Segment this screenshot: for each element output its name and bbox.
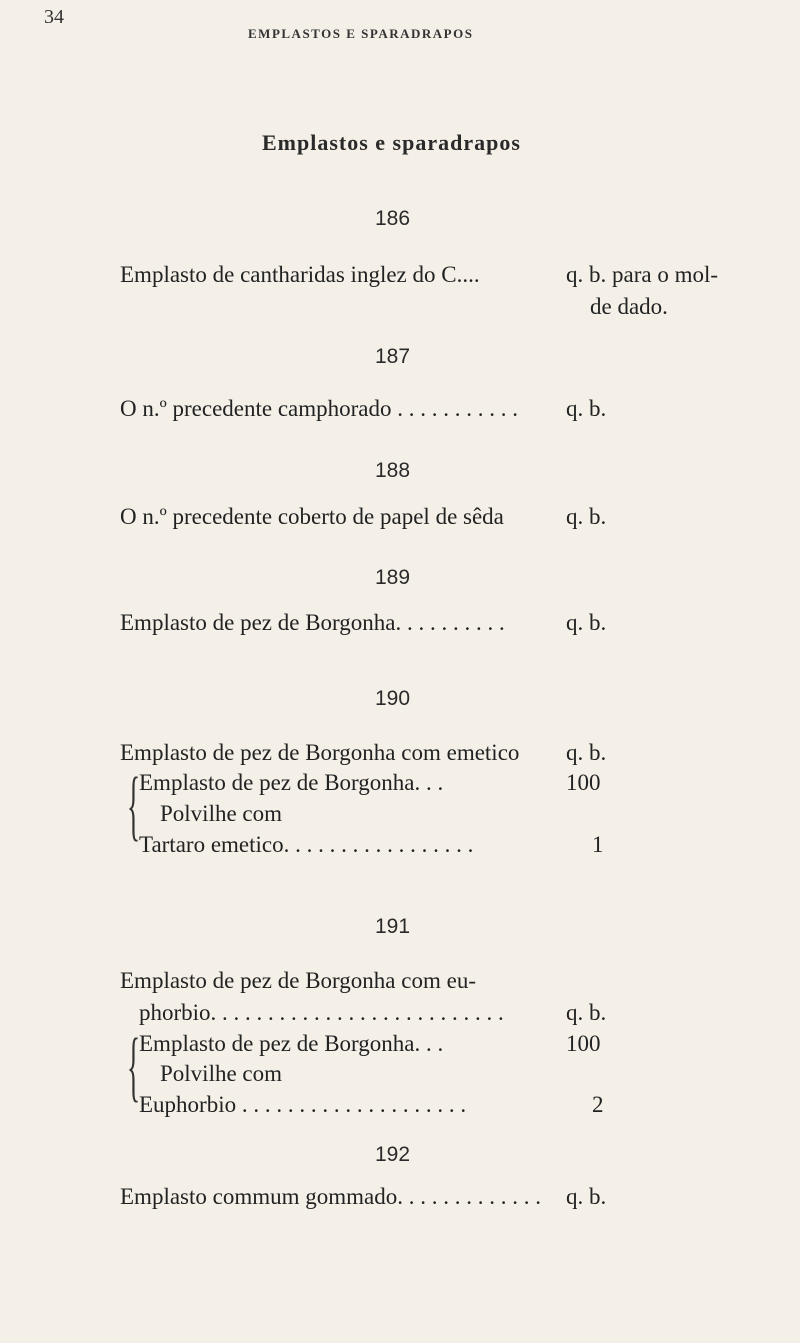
entry-quantity: q. b. bbox=[566, 504, 607, 529]
entry-quantity-continued: de dado. bbox=[590, 294, 668, 319]
entry-quantity: q. b. bbox=[566, 1000, 607, 1025]
entry-name: Emplasto de pez de Borgonha com eu- bbox=[120, 968, 476, 993]
page-number: 34 bbox=[44, 6, 64, 28]
grouping-brace: { bbox=[127, 1022, 141, 1109]
entry-quantity: q. b. bbox=[566, 1184, 607, 1209]
component-name: Tartaro emetico. . . . . . . . . . . . . . . . . bbox=[139, 832, 474, 857]
entry-name: O n.º precedente camphorado . . . . . . . . . . . bbox=[120, 396, 519, 421]
component-name: Emplasto de pez de Borgonha. . . bbox=[139, 1031, 444, 1056]
running-head: EMPLASTOS E SPARADRAPOS bbox=[248, 26, 474, 41]
component-name: Euphorbio . . . . . . . . . . . . . . . . . . . . bbox=[139, 1092, 467, 1117]
component-name: Polvilhe com bbox=[160, 1061, 283, 1086]
entry-quantity: q. b. bbox=[566, 740, 607, 765]
entry-name-continued: phorbio. . . . . . . . . . . . . . . . . . . . . . . . . . bbox=[139, 1000, 504, 1025]
entry-quantity: q. b. bbox=[566, 610, 607, 635]
component-amount: 1 bbox=[592, 832, 604, 857]
entry-number: 186 bbox=[375, 207, 411, 230]
entry-number: 191 bbox=[375, 915, 411, 938]
entry-number: 187 bbox=[375, 345, 411, 368]
component-amount: 100 bbox=[566, 1031, 601, 1056]
section-title: Emplastos e sparadrapos bbox=[262, 130, 521, 155]
component-amount: 2 bbox=[592, 1092, 604, 1117]
component-name: Polvilhe com bbox=[160, 801, 283, 826]
component-amount: 100 bbox=[566, 770, 601, 795]
entry-name: Emplasto de pez de Borgonha. . . . . . . . . . bbox=[120, 610, 505, 635]
entry-number: 190 bbox=[375, 687, 411, 710]
grouping-brace: { bbox=[127, 761, 141, 848]
entry-number: 189 bbox=[375, 566, 411, 589]
entry-quantity: q. b. para o mol- bbox=[566, 262, 719, 287]
entry-name: Emplasto de cantharidas inglez do C.... bbox=[120, 262, 480, 287]
entry-number: 192 bbox=[375, 1143, 411, 1166]
entry-name: Emplasto commum gommado. . . . . . . . . . . . . bbox=[120, 1184, 541, 1209]
component-name: Emplasto de pez de Borgonha. . . bbox=[139, 770, 444, 795]
entry-number: 188 bbox=[375, 459, 411, 482]
entry-name: O n.º precedente coberto de papel de sêda bbox=[120, 504, 504, 529]
entry-quantity: q. b. bbox=[566, 396, 607, 421]
entry-name: Emplasto de pez de Borgonha com emetico bbox=[120, 740, 520, 765]
